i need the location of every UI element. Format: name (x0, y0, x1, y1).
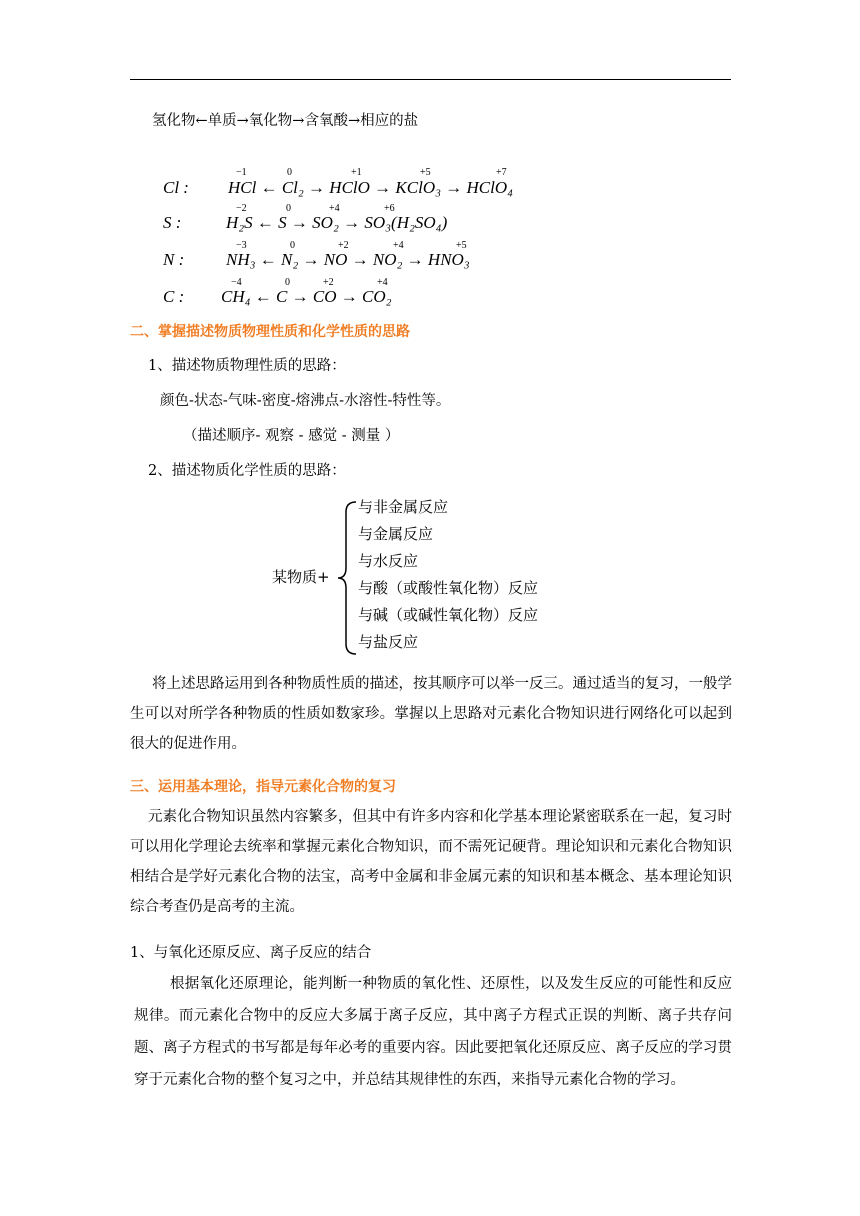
element-label: Cl : (163, 178, 189, 197)
oxidation-state: +7 (496, 167, 507, 178)
oxidation-state: +1 (351, 167, 362, 178)
brace-icon (336, 498, 360, 658)
diagram-item: 与酸（或酸性氧化物）反应 (358, 579, 539, 597)
header-rule (130, 79, 731, 80)
section-heading: 二、掌握描述物质物理性质和化学性质的思路 (130, 324, 410, 340)
oxidation-state: +6 (384, 203, 395, 214)
oxidation-state: +5 (420, 167, 431, 178)
diagram-item: 与非金属反应 (358, 498, 449, 516)
diagram-item: 与盐反应 (358, 633, 419, 651)
oxidation-state: −2 (236, 203, 247, 214)
diagram-item: 与水反应 (358, 552, 419, 570)
diagram-list (358, 494, 538, 656)
oxidation-state: +2 (338, 240, 349, 251)
element-label: N : (163, 250, 185, 269)
diagram-root: 某物质+ (272, 568, 330, 586)
section-item: 1、描述物质物理性质的思路： (148, 358, 346, 374)
summary-paragraph: 将上述思路运用到各种物质性质的描述，按其顺序可以举一反三。通过适当的复习，一般学生可以对所学各种物质的性质如数家珍。掌握以上思路对元素化合物知识进行网络化可以起到很大的促进作用。 (130, 676, 732, 752)
oxidation-state: 0 (286, 203, 291, 214)
section-detail: （描述顺序- 观察 - 感觉 - 测量 ） (183, 428, 400, 444)
section-detail: 颜色-状态-气味-密度-熔沸点-水溶性-特性等。 (160, 393, 451, 409)
oxidation-state: −1 (236, 167, 247, 178)
oxidation-state: +4 (393, 240, 404, 251)
reaction-chain: NH₃ ← N₂ → NO → NO₂ → HNO₃ (226, 250, 470, 269)
sub-paragraph: 根据氧化还原理论，能判断一种物质的氧化性、还原性，以及发生反应的可能性和反应规律。而元素化合物中的反应大多属于离子反应，其中离子方程式正误的判断、离子共存问题、离子方程式的书写都是每年必考的重要内容。因此要把氧化还原反应、离子反应的学习贯穿于元素化合物的整个复习之中，并总结其规律性的东西，来指导元素化合物的学习。 (134, 976, 732, 1088)
diagram-item: 与金属反应 (358, 525, 434, 543)
oxidation-state: −4 (231, 277, 242, 288)
reaction-chain: CH₄ ← C → CO → CO₂ (221, 287, 392, 306)
sub-heading: 1、与氧化还原反应、离子反应的结合 (130, 945, 372, 961)
oxidation-state: 0 (285, 277, 290, 288)
section-paragraph: 元素化合物知识虽然内容繁多，但其中有许多内容和化学基本理论紧密联系在一起，复习时可以用化学理论去统率和掌握元素化合物知识，而不需死记硬背。理论知识和元素化合物知识相结合是学好元素化合物的法宝，高考中金属和非金属元素的知识和基本概念、基本理论知识综合考查仍是高考的主流。 (130, 809, 732, 915)
section-item: 2、描述物质化学性质的思路： (148, 463, 346, 479)
oxidation-state: 0 (287, 167, 292, 178)
oxidation-state: +4 (329, 203, 340, 214)
element-label: C : (163, 287, 185, 306)
oxidation-state: +2 (323, 277, 334, 288)
oxidation-state: 0 (290, 240, 295, 251)
oxidation-state: +4 (377, 277, 388, 288)
oxidation-state: +5 (456, 240, 467, 251)
intro-line: 氢化物←单质→氧化物→含氧酸→相应的盐 (152, 113, 419, 129)
diagram-item: 与碱（或碱性氧化物）反应 (358, 606, 539, 624)
reaction-chain: HCl ← Cl₂ → HClO → KClO₃ → HClO₄ (228, 178, 514, 197)
oxidation-state: −3 (236, 240, 247, 251)
element-label: S : (163, 213, 182, 232)
section-heading: 三、运用基本理论，指导元素化合物的复习 (130, 779, 396, 795)
reaction-chain: H₂S ← S → SO₂ → SO₃(H₂SO₄) (226, 213, 448, 232)
